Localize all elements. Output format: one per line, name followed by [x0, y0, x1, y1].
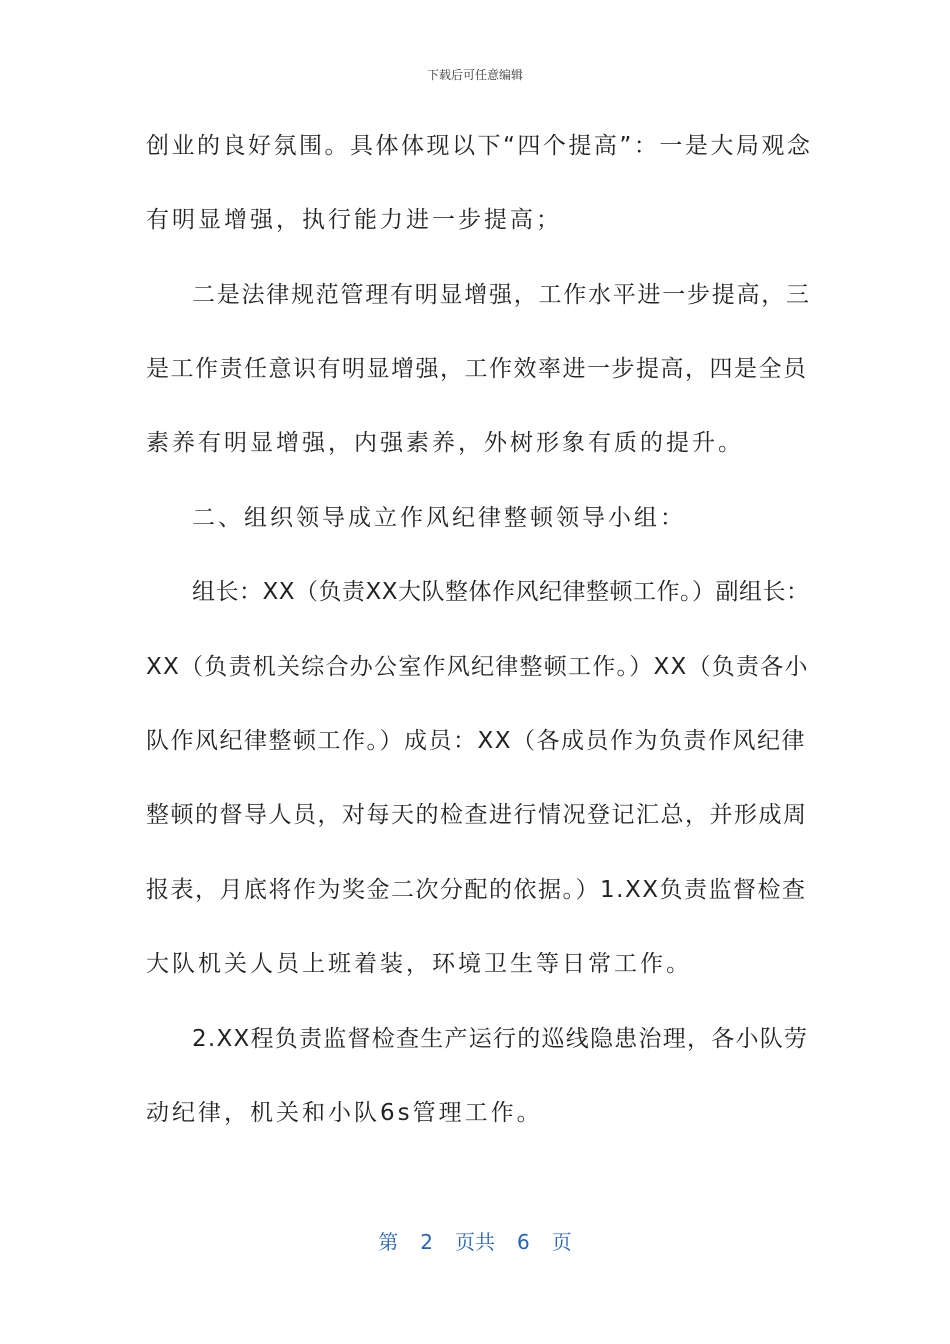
current-page-number: 2 — [420, 1230, 433, 1254]
body-line: 2.XX程负责监督检查生产运行的巡线隐患治理，各小队劳 — [192, 1026, 809, 1052]
body-line: 大队机关人员上班着装，环境卫生等日常工作。 — [146, 951, 692, 977]
section-heading: 二、组织领导成立作风纪律整顿领导小组： — [192, 505, 686, 531]
body-line: 素养有明显增强，内强素养，外树形象有质的提升。 — [146, 430, 744, 456]
page-footer — [0, 1226, 950, 1255]
body-line: 整顿的督导人员，对每天的检查进行情况登记汇总，并形成周 — [146, 802, 808, 828]
header-note: 下载后可任意编辑 — [426, 68, 523, 82]
body-line: 组长：XX（负责XX大队整体作风纪律整顿工作。）副组长： — [192, 579, 810, 605]
body-line: 创业的良好氛围。具体体现以下“四个提高”：一是大局观念 — [146, 133, 813, 159]
body-line: 动纪律，机关和小队6s管理工作。 — [146, 1100, 543, 1126]
footer-middle: 页共 — [455, 1230, 495, 1254]
total-pages-number: 6 — [517, 1230, 530, 1254]
body-line: 有明显增强，执行能力进一步提高； — [146, 207, 562, 233]
body-line: 队作风纪律整顿工作。）成员：XX（各成员作为负责作风纪律 — [146, 728, 807, 754]
body-line: 二是法律规范管理有明显增强，工作水平进一步提高，三 — [192, 282, 811, 308]
body-line: XX（负责机关综合办公室作风纪律整顿工作。）XX（负责各小 — [146, 654, 809, 680]
body-line: 报表，月底将作为奖金二次分配的依据。）1.XX负责监督检查 — [146, 877, 807, 903]
footer-suffix: 页 — [551, 1230, 572, 1254]
footer-prefix: 第 — [378, 1230, 399, 1254]
body-line: 是工作责任意识有明显增强，工作效率进一步提高，四是全员 — [146, 356, 808, 382]
